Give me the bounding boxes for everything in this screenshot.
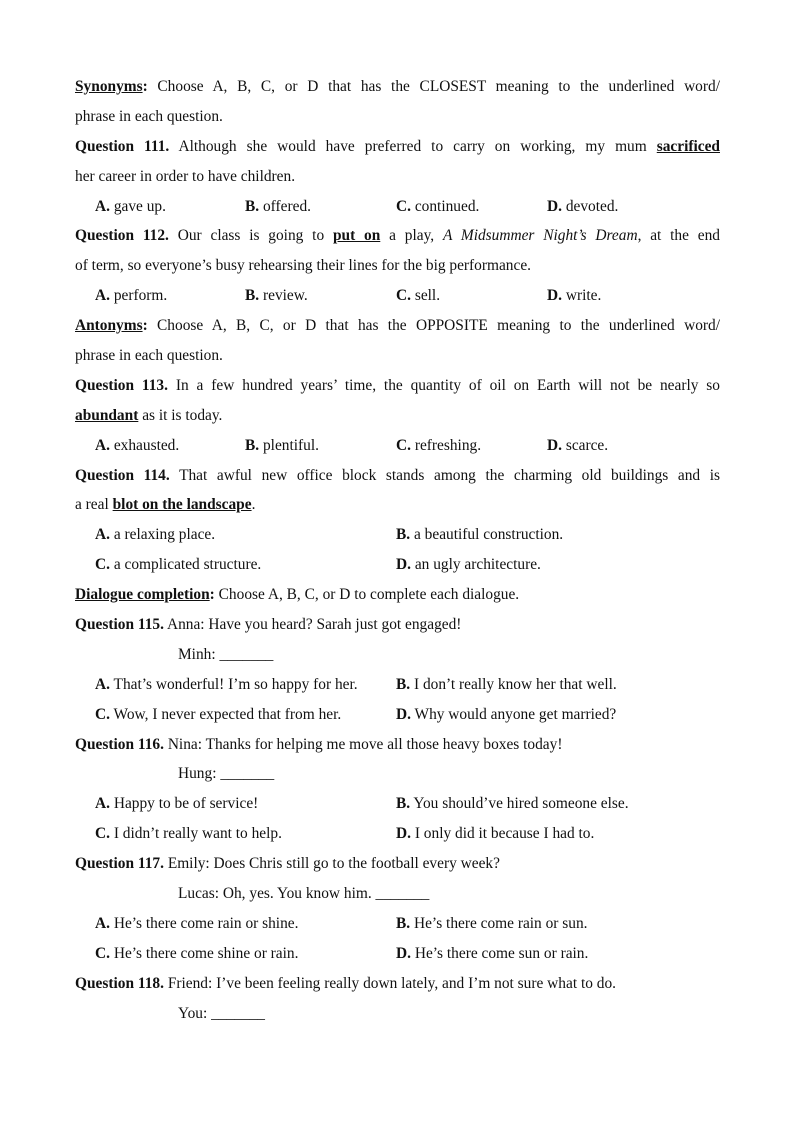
question-label: Question 111.	[75, 137, 170, 155]
options-116-row2	[75, 819, 720, 849]
question-114-cont: a real blot on the landscape.	[75, 496, 256, 514]
option-b[interactable]: B. plentiful.	[245, 436, 319, 454]
option-d[interactable]: D. devoted.	[547, 197, 619, 215]
option-a[interactable]: A. He’s there come rain or shine.	[95, 914, 299, 932]
option-c[interactable]: C. Wow, I never expected that from her.	[95, 705, 342, 723]
question-label: Question 115.	[75, 616, 164, 634]
option-a[interactable]: A. perform.	[95, 287, 168, 305]
option-a[interactable]: A. Happy to be of service!	[95, 795, 259, 813]
option-c[interactable]: C. a complicated structure.	[95, 556, 262, 574]
question-118: Question 118. Friend: I’ve been feeling really down lately, and I’m not sure what to do.	[75, 974, 616, 992]
option-c[interactable]: C. I didn’t really want to help.	[95, 825, 282, 843]
question-113: Question 113. In a few hundred years’ time, the quantity of oil on Earth will not be nearly so	[75, 376, 720, 394]
option-a[interactable]: A. exhausted.	[95, 436, 180, 454]
worksheet-page	[75, 72, 720, 1029]
option-a[interactable]: A. gave up.	[95, 197, 166, 215]
question-117: Question 117. Emily: Does Chris still go to the football every week?	[75, 855, 500, 873]
play-title: A Midsummer Night’s Dream	[442, 227, 638, 245]
question-117-reply: Lucas: Oh, yes. You know him. _______	[178, 885, 430, 903]
question-label: Question 116.	[75, 735, 164, 753]
option-d[interactable]: D. I only did it because I had to.	[396, 825, 595, 843]
option-c[interactable]: C. continued.	[396, 197, 480, 215]
option-b[interactable]: B. a beautiful construction.	[396, 526, 564, 544]
options-115-row1	[75, 670, 720, 700]
question-label: Question 113.	[75, 376, 168, 394]
underlined-word: put on	[332, 227, 381, 245]
options-112	[75, 281, 720, 311]
question-115: Question 115. Anna: Have you heard? Sarah just got engaged!	[75, 616, 462, 634]
question-label: Question 117.	[75, 855, 164, 873]
underlined-word: sacrificed	[656, 137, 720, 155]
option-b[interactable]: B. He’s there come rain or sun.	[396, 914, 588, 932]
options-114-row2	[75, 550, 720, 580]
options-117-row1	[75, 909, 720, 939]
question-118-reply: You: _______	[178, 1004, 265, 1022]
question-111-cont: her career in order to have children.	[75, 167, 296, 185]
options-113	[75, 431, 720, 461]
option-c[interactable]: C. sell.	[396, 287, 441, 305]
dialogue-heading: Dialogue completion	[75, 586, 210, 604]
question-116: Question 116. Nina: Thanks for helping me move all those heavy boxes today!	[75, 735, 563, 753]
underlined-word: abundant	[75, 406, 139, 424]
synonyms-heading: Synonyms	[75, 78, 143, 95]
option-b[interactable]: B. You should’ve hired someone else.	[396, 795, 629, 813]
question-113-cont: abundant as it is today.	[75, 406, 223, 424]
synonyms-instruction-cont: phrase in each question.	[75, 107, 223, 125]
option-c[interactable]: C. refreshing.	[396, 436, 482, 454]
option-b[interactable]: B. offered.	[245, 197, 311, 215]
options-116-row1	[75, 789, 720, 819]
option-d[interactable]: D. scarce.	[547, 436, 609, 454]
question-111: Question 111. Although she would have preferred to carry on working, my mum sacrificed	[75, 137, 720, 155]
option-d[interactable]: D. write.	[547, 287, 602, 305]
antonyms-heading: Antonyms	[75, 317, 143, 335]
question-label: Question 112.	[75, 227, 169, 245]
question-112: Question 112. Our class is going to put on a play, A Midsummer Night’s Dream, at the end	[75, 227, 720, 245]
synonyms-instruction: Synonyms: Choose A, B, C, or D that has the CLOSEST meaning to the underlined word/	[75, 78, 720, 95]
question-116-reply: Hung: _______	[178, 765, 275, 783]
question-114: Question 114. That awful new office block stands among the charming old buildings and is	[75, 466, 720, 484]
options-117-row2	[75, 939, 720, 969]
antonyms-instruction: Antonyms: Choose A, B, C, or D that has the OPPOSITE meaning to the underlined word/	[75, 317, 720, 335]
option-a[interactable]: A. That’s wonderful! I’m so happy for her.	[95, 675, 358, 693]
option-b[interactable]: B. review.	[245, 287, 308, 305]
question-115-reply: Minh: _______	[178, 645, 274, 663]
option-c[interactable]: C. He’s there come shine or rain.	[95, 944, 299, 962]
question-label: Question 118.	[75, 974, 164, 992]
option-a[interactable]: A. a relaxing place.	[95, 526, 216, 544]
question-label: Question 114.	[75, 466, 170, 484]
options-111	[75, 192, 720, 222]
underlined-phrase: blot on the landscape	[112, 496, 252, 514]
options-115-row2	[75, 700, 720, 730]
options-114-row1	[75, 520, 720, 550]
option-d[interactable]: D. Why would anyone get married?	[396, 705, 617, 723]
option-d[interactable]: D. an ugly architecture.	[396, 556, 541, 574]
dialogue-instruction: Dialogue completion: Choose A, B, C, or D to complete each dialogue.	[75, 586, 520, 604]
option-b[interactable]: B. I don’t really know her that well.	[396, 675, 617, 693]
option-d[interactable]: D. He’s there come sun or rain.	[396, 944, 589, 962]
question-112-cont: of term, so everyone’s busy rehearsing their lines for the big performance.	[75, 257, 532, 275]
antonyms-instruction-cont: phrase in each question.	[75, 347, 223, 365]
